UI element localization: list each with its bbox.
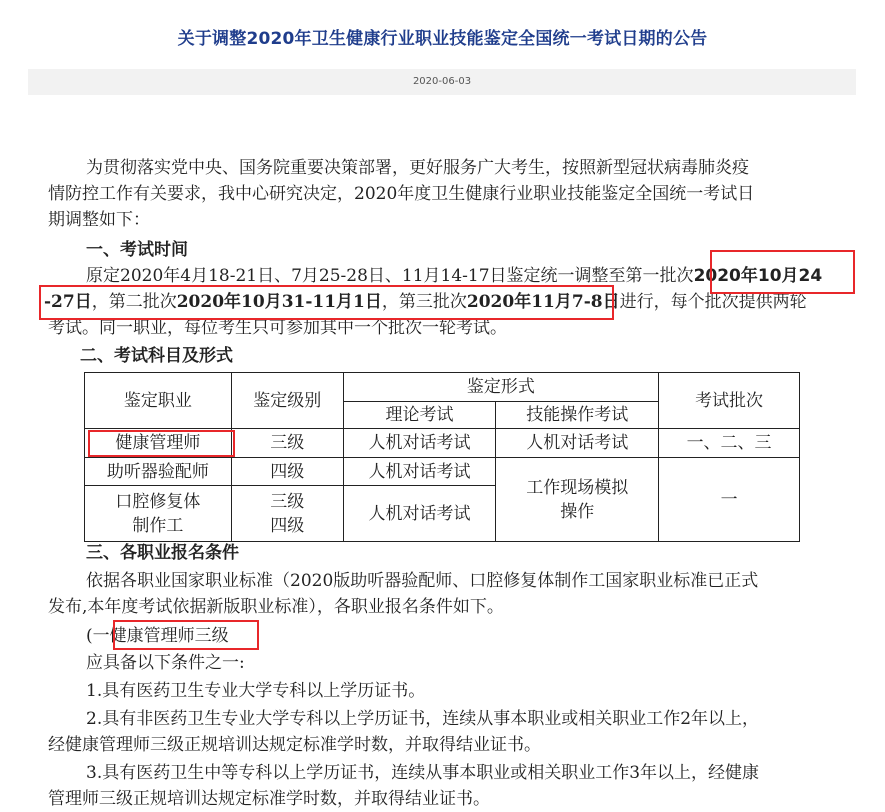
cell-skill: 人机对话考试 (496, 429, 659, 458)
cell-skill-shared-line-1: 工作现场模拟 (526, 477, 629, 498)
header-level: 鉴定级别 (231, 373, 343, 429)
subsection-1-title (86, 623, 229, 649)
cell-level-line-1: 三级 (270, 491, 305, 512)
cell-level: 三级 (231, 429, 343, 458)
intro-line-2: 情防控工作有关要求，我中心研究决定，2020年度卫生健康行业职业技能鉴定全国统一考试日 (48, 184, 755, 204)
cell-skill-shared (496, 458, 659, 542)
table-row (85, 429, 800, 458)
condition-item-3-line-2: 管理师三级正规培训达规定标准学时数，并取得结业证书。 (48, 789, 490, 809)
header-batch: 考试批次 (659, 373, 800, 429)
section-1-line-3: 考试。同一职业，每位考生只可参加其中一个批次一轮考试。 (48, 318, 507, 338)
publish-date: 2020-06-03 (28, 69, 856, 95)
header-skill: 技能操作考试 (496, 402, 659, 429)
cell-occupation (85, 486, 232, 542)
batch-3-date: 2020年11月7-8日 (466, 292, 620, 312)
header-form: 鉴定形式 (343, 373, 659, 402)
batch-2-date: 2020年10月31-11月1日 (176, 292, 382, 312)
condition-item-2-line-2: 经健康管理师三级正规培训达规定标准学时数，并取得结业证书。 (48, 735, 541, 755)
cell-theory: 人机对话考试 (343, 486, 496, 542)
batch-1-date-end: -27日 (44, 292, 92, 312)
cell-level-line-2: 四级 (270, 515, 305, 536)
section-2-heading: 二、考试科目及形式 (80, 346, 233, 366)
cell-theory: 人机对话考试 (343, 429, 496, 458)
condition-item-1: 1.具有医药卫生专业大学专科以上学历证书。 (86, 681, 426, 701)
intro-line-1: 为贯彻落实党中央、国务院重要决策部署，更好服务广大考生，按照新型冠状病毒肺炎疫 (86, 158, 749, 178)
cell-level: 四级 (231, 458, 343, 486)
condition-item-3-line-1: 3.具有医药卫生中等专科以上学历证书，连续从事本职业或相关职业工作3年以上，经健康 (86, 763, 760, 783)
section-1-line-2-tail: 进行，每个批次提供两轮 (619, 292, 807, 312)
cell-level (231, 486, 343, 542)
header-occupation: 鉴定职业 (85, 373, 232, 429)
cell-occupation-line-1: 口腔修复体 (115, 491, 201, 512)
cell-batch: 一、二、三 (659, 429, 800, 458)
batch-1-date-start: 2020年10月24 (693, 266, 823, 286)
section-1-line-2 (44, 289, 807, 315)
condition-item-2-line-1: 2.具有非医药卫生专业大学专科以上学历证书，连续从事本职业或相关职业工作2年以上， (86, 709, 760, 729)
exam-subjects-table (84, 372, 800, 542)
subsection-1-name: 健康管理师三级 (109, 626, 229, 646)
condition-intro: 应具备以下条件之一: (86, 653, 245, 673)
cell-occupation: 健康管理师 (85, 429, 232, 458)
subsection-1-prefix: (一 (86, 626, 110, 646)
table-row (85, 458, 800, 486)
intro-line-3: 期调整如下： (48, 210, 150, 230)
section-3-heading: 三、各职业报名条件 (86, 543, 239, 563)
section-1-line-1-text: 原定2020年4月18-21日、7月25-28日、11月14-17日鉴定统一调整至第一批次 (86, 266, 694, 286)
cell-theory: 人机对话考试 (343, 458, 496, 486)
cell-skill-shared-line-2: 操作 (560, 501, 595, 522)
batch-2-label: ，第二批次 (91, 292, 177, 312)
cell-occupation-line-2: 制作工 (132, 515, 184, 536)
section-1-heading: 一、考试时间 (86, 240, 188, 260)
cell-batch-shared: 一 (659, 458, 800, 542)
cell-occupation: 助听器验配师 (85, 458, 232, 486)
section-3-line-1: 依据各职业国家职业标准（2020版助听器验配师、口腔修复体制作工国家职业标准已正式 (86, 571, 759, 591)
section-3-line-2: 发布,本年度考试依据新版职业标准），各职业报名条件如下。 (48, 597, 504, 617)
section-1-line-1 (86, 263, 822, 289)
header-theory: 理论考试 (343, 402, 496, 429)
page-title: 关于调整2020年卫生健康行业职业技能鉴定全国统一考试日期的公告 (177, 29, 708, 49)
batch-3-label: ，第三批次 (381, 292, 467, 312)
